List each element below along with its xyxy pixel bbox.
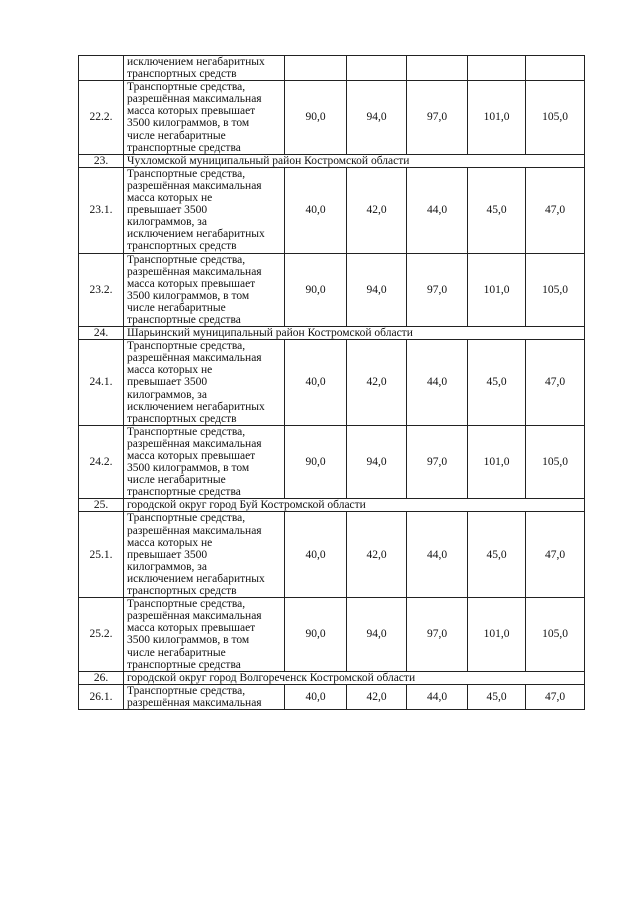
rate-cell: 44,0 (407, 167, 468, 253)
row-number-cell: 23.2. (79, 253, 124, 327)
row-number-cell (79, 56, 124, 81)
row-number-cell: 26. (79, 671, 124, 684)
rate-cell: 47,0 (526, 684, 585, 709)
rate-cell: 94,0 (347, 81, 407, 155)
vehicle-description-cell: Транспортные средства, разрешённая максимальная (124, 684, 285, 709)
region-name-cell: Шарьинский муниципальный район Костромской области (124, 327, 585, 340)
row-number-cell: 22.2. (79, 81, 124, 155)
row-number-cell: 24. (79, 327, 124, 340)
row-number-cell: 24.1. (79, 340, 124, 426)
table-row (79, 81, 585, 155)
region-header-row (79, 671, 585, 684)
rate-cell (468, 56, 526, 81)
region-header-row (79, 154, 585, 167)
rate-cell (285, 56, 347, 81)
vehicle-description-cell: Транспортные средства, разрешённая максимальная масса которых превышает 3500 килограммов, в том числе негабаритные транспортные средства (124, 425, 285, 499)
rate-cell: 97,0 (407, 81, 468, 155)
rate-cell: 90,0 (285, 598, 347, 672)
rate-cell: 45,0 (468, 340, 526, 426)
vehicle-description-cell: Транспортные средства, разрешённая максимальная масса которых превышает 3500 килограммов, в том числе негабаритные транспортные средства (124, 598, 285, 672)
table-row (79, 253, 585, 327)
table-row (79, 512, 585, 598)
vehicle-description-cell: Транспортные средства, разрешённая максимальная масса которых превышает 3500 килограммов, в том числе негабаритные транспортные средства (124, 81, 285, 155)
vehicle-description-cell: исключением негабаритных транспортных средств (124, 56, 285, 81)
rate-cell: 101,0 (468, 253, 526, 327)
rate-cell: 47,0 (526, 340, 585, 426)
row-number-cell: 25. (79, 499, 124, 512)
rate-cell: 101,0 (468, 598, 526, 672)
rate-cell: 101,0 (468, 81, 526, 155)
rate-cell (347, 56, 407, 81)
region-name-cell: Чухломской муниципальный район Костромской области (124, 154, 585, 167)
vehicle-description-cell: Транспортные средства, разрешённая максимальная масса которых не превышает 3500 килограммов, за исключением негабаритных транспортных средств (124, 167, 285, 253)
rate-cell: 47,0 (526, 512, 585, 598)
rate-cell: 40,0 (285, 167, 347, 253)
rate-cell: 105,0 (526, 253, 585, 327)
rate-cell: 47,0 (526, 167, 585, 253)
rate-cell (526, 56, 585, 81)
rate-cell: 97,0 (407, 425, 468, 499)
row-number-cell: 23. (79, 154, 124, 167)
rate-cell: 44,0 (407, 340, 468, 426)
rate-cell: 40,0 (285, 340, 347, 426)
rate-cell: 42,0 (347, 167, 407, 253)
row-number-cell: 26.1. (79, 684, 124, 709)
rate-cell: 44,0 (407, 512, 468, 598)
table-row (79, 684, 585, 709)
rate-cell: 105,0 (526, 425, 585, 499)
rate-cell: 90,0 (285, 81, 347, 155)
rate-cell: 40,0 (285, 512, 347, 598)
table-row (79, 340, 585, 426)
rate-cell: 40,0 (285, 684, 347, 709)
rate-cell: 94,0 (347, 425, 407, 499)
rate-cell: 101,0 (468, 425, 526, 499)
region-header-row (79, 499, 585, 512)
rate-cell: 105,0 (526, 598, 585, 672)
rate-cell: 94,0 (347, 253, 407, 327)
rate-cell: 90,0 (285, 253, 347, 327)
rate-cell: 97,0 (407, 253, 468, 327)
region-header-row (79, 327, 585, 340)
rate-cell: 90,0 (285, 425, 347, 499)
table-row (79, 167, 585, 253)
row-number-cell: 25.2. (79, 598, 124, 672)
table-row (79, 598, 585, 672)
rate-cell: 45,0 (468, 684, 526, 709)
row-number-cell: 24.2. (79, 425, 124, 499)
rate-cell: 42,0 (347, 684, 407, 709)
rate-cell: 45,0 (468, 167, 526, 253)
tariff-table (78, 55, 585, 710)
rate-cell: 94,0 (347, 598, 407, 672)
table-row (79, 56, 585, 81)
vehicle-description-cell: Транспортные средства, разрешённая максимальная масса которых не превышает 3500 килограммов, за исключением негабаритных транспортных средств (124, 340, 285, 426)
row-number-cell: 25.1. (79, 512, 124, 598)
region-name-cell: городской округ город Волгореченск Костромской области (124, 671, 585, 684)
rate-cell: 105,0 (526, 81, 585, 155)
rate-cell: 45,0 (468, 512, 526, 598)
row-number-cell: 23.1. (79, 167, 124, 253)
rate-cell: 42,0 (347, 340, 407, 426)
vehicle-description-cell: Транспортные средства, разрешённая максимальная масса которых превышает 3500 килограммов, в том числе негабаритные транспортные средства (124, 253, 285, 327)
vehicle-description-cell: Транспортные средства, разрешённая максимальная масса которых не превышает 3500 килограммов, за исключением негабаритных транспортных средств (124, 512, 285, 598)
region-name-cell: городской округ город Буй Костромской области (124, 499, 585, 512)
table-row (79, 425, 585, 499)
rate-cell (407, 56, 468, 81)
rate-cell: 44,0 (407, 684, 468, 709)
rate-cell: 42,0 (347, 512, 407, 598)
rate-cell: 97,0 (407, 598, 468, 672)
